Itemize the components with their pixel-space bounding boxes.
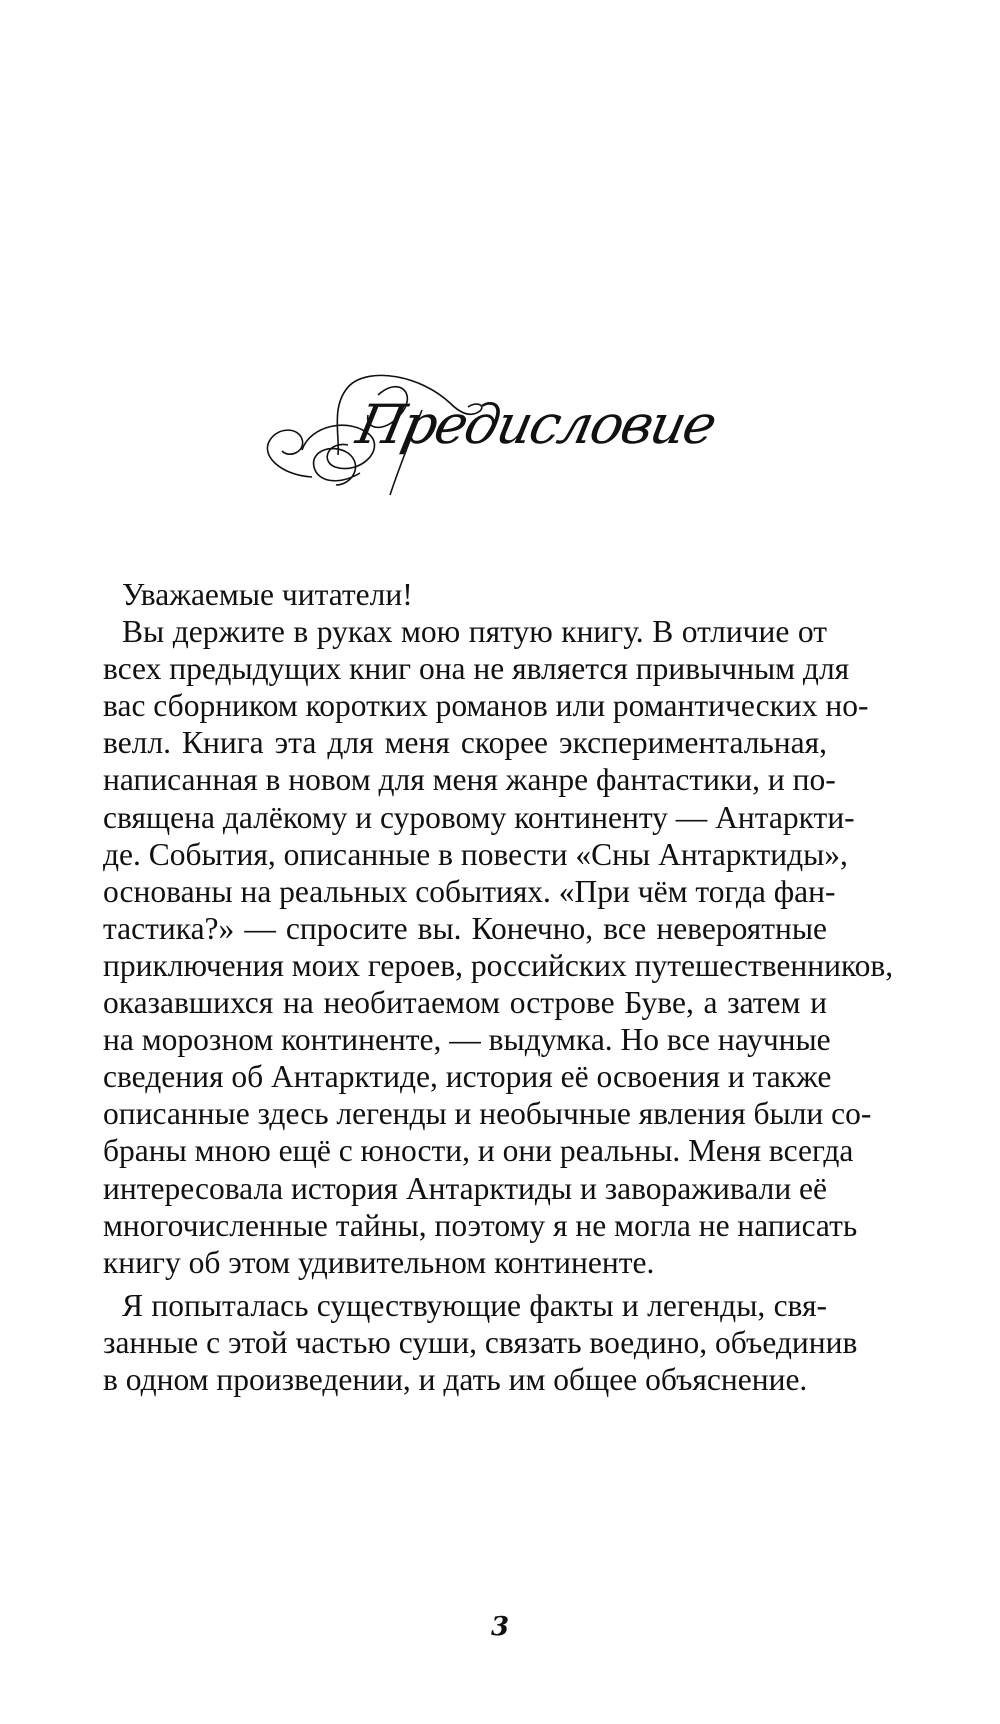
text-line: на морозном континенте, — выдумка. Но все научные: [103, 1022, 831, 1058]
chapter-title-text: Предисловие: [351, 393, 721, 456]
text-line: Вы держите в руках мою пятую книгу. В отличие от: [122, 614, 827, 650]
text-line: приключения моих героев, российских путешественников,: [103, 947, 894, 983]
text-line: оказавшихся на необитаемом острове Буве, а затем и: [103, 985, 827, 1021]
text-line: занные с этой частью суши, связать воедино, объединив: [103, 1324, 858, 1360]
text-line: священа далёкому и суровому континенту — Антаркти-: [103, 799, 855, 835]
text-line: всех предыдущих книг она не является привычным для: [103, 651, 850, 687]
text-line: описанные здесь легенды и необычные явления были со-: [103, 1096, 872, 1132]
text-line: интересовала история Антарктиды и завораживали её: [103, 1170, 828, 1206]
preface-body: [103, 576, 894, 1398]
text-line: книгу об этом удивительном континенте.: [103, 1244, 655, 1280]
text-line: де. События, описанные в повести «Сны Антарктиды»,: [103, 836, 848, 872]
text-line: браны мною ещё с юности, и они реальны. Меня всегда: [103, 1133, 854, 1169]
text-line: вас сборником коротких романов или романтических но-: [103, 688, 869, 724]
text-line: основаны на реальных событиях. «При чём тогда фан-: [103, 873, 836, 909]
page-number: 3: [490, 1612, 510, 1642]
text-line: сведения об Антарктиде, история её освоения и также: [103, 1059, 832, 1095]
text-line: Я попыталась существующие факты и легенды, свя-: [122, 1287, 827, 1323]
text-line: многочисленные тайны, поэтому я не могла не написать: [103, 1207, 858, 1243]
text-line: тастика?» — спросите вы. Конечно, все невероятные: [103, 910, 827, 946]
text-line: в одном произведении, и дать им общее объяснение.: [103, 1361, 808, 1397]
text-line: велл. Книга эта для меня скорее экспериментальная,: [103, 725, 827, 761]
chapter-title: [240, 355, 721, 505]
text-line: написанная в новом для меня жанре фантастики, и по-: [103, 762, 836, 798]
text-line: Уважаемые читатели!: [122, 577, 413, 612]
